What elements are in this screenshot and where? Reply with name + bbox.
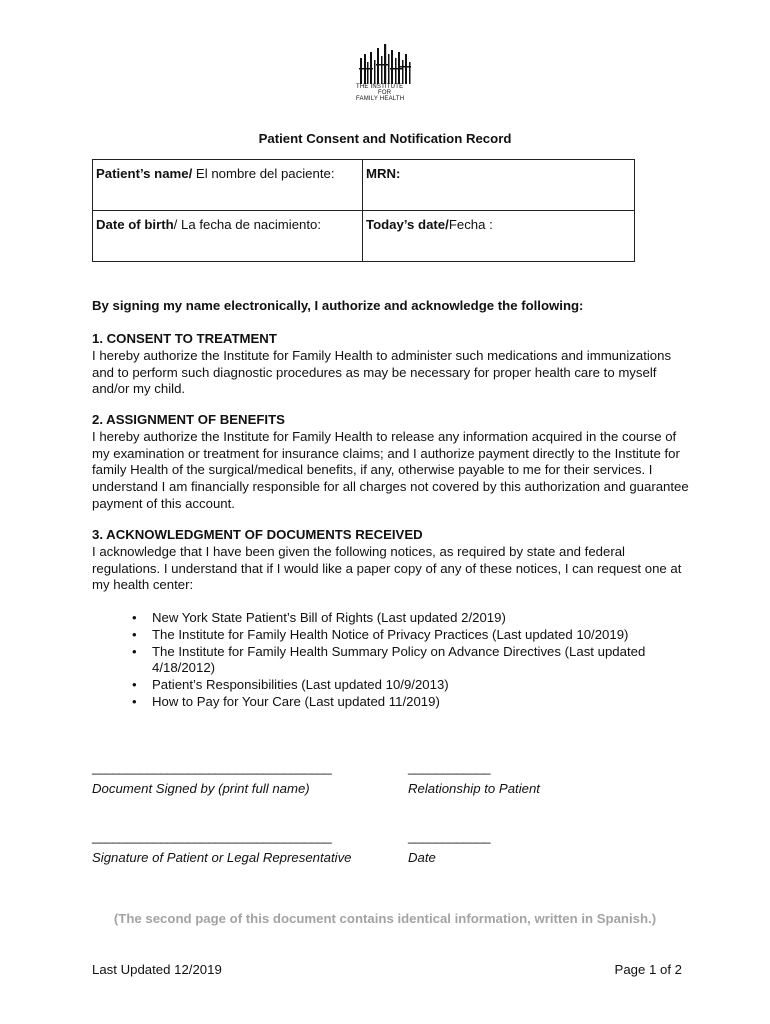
patient-name-label-spanish: El nombre del paciente: (192, 166, 335, 181)
consent-body: I hereby authorize the Institute for Family Health to administer such medications and immunizations and to perform such diagnostic procedures as may be necessary for proper health care to myself and/or my child. (92, 347, 672, 397)
logo-text-line2: FOR (378, 90, 392, 96)
benefits-section (92, 412, 692, 513)
page-number-footer: Page 1 of 2 (614, 962, 682, 977)
todays-date-cell[interactable] (363, 211, 635, 262)
document-title: Patient Consent and Notification Record (258, 131, 512, 146)
mrn-cell[interactable] (363, 160, 635, 211)
mrn-label: MRN: (366, 166, 401, 181)
signature-line[interactable]: ___________________________________ (92, 829, 332, 844)
authorize-statement: By signing my name electronically, I authorize and acknowledge the following: (92, 298, 584, 313)
documents-body: I acknowledge that I have been given the following notices, as required by state and federal regulations. I understand that if I would like a paper copy of any of these notices, I can request one at my health center: (92, 543, 682, 593)
signature-label: Signature of Patient or Legal Representative (92, 850, 352, 865)
dob-label-spanish: / La fecha de nacimiento: (173, 217, 322, 232)
dob-label: Date of birth (96, 217, 174, 232)
list-item: • New York State Patient’s Bill of Rights (Last updated 2/2019) (132, 610, 692, 627)
list-item: • The Institute for Family Health Notice of Privacy Practices (Last updated 10/2019) (132, 627, 692, 644)
logo-text-line1: THE INSTITUTE (356, 84, 404, 90)
todays-date-label-spanish: Fecha : (448, 217, 493, 232)
date-label: Date (408, 850, 436, 865)
logo-text-line3: FAMILY HEALTH (356, 96, 405, 102)
patient-name-cell[interactable] (93, 160, 363, 211)
documents-list (132, 610, 692, 711)
date-line[interactable]: ____________ (408, 829, 491, 844)
benefits-body: I hereby authorize the Institute for Family Health to release any information acquired in the course of my examination or treatment for insurance claims; and I authorize payment directly to the Institute for family Health of the surgical/medical benefits, if any, otherwise payable to me for their services. I understand I am financially responsible for all charges not covered by this authorization and guarantee payment of this account. (92, 428, 689, 511)
documents-section (92, 527, 692, 594)
consent-section (92, 331, 692, 398)
consent-heading: 1. CONSENT TO TREATMENT (92, 331, 277, 346)
document-signed-by-label: Document Signed by (print full name) (92, 781, 310, 796)
spanish-page-note: (The second page of this document contains identical information, written in Spanish.) (113, 911, 657, 926)
institute-logo (356, 44, 414, 102)
relationship-line[interactable]: ____________ (408, 760, 491, 775)
documents-heading: 3. ACKNOWLEDGMENT OF DOCUMENTS RECEIVED (92, 527, 423, 542)
relationship-label: Relationship to Patient (408, 781, 540, 796)
list-item: • The Institute for Family Health Summary Policy on Advance Directives (Last updated 4/18/2012) (132, 644, 692, 678)
skyline-logo-icon (356, 44, 414, 84)
print-name-line[interactable]: ___________________________________ (92, 760, 332, 775)
last-updated-footer: Last Updated 12/2019 (92, 962, 222, 977)
todays-date-label: Today’s date/ (366, 217, 449, 232)
patient-info-table (92, 159, 635, 262)
date-of-birth-cell[interactable] (93, 211, 363, 262)
benefits-heading: 2. ASSIGNMENT OF BENEFITS (92, 412, 285, 427)
list-item: • How to Pay for Your Care (Last updated 11/2019) (132, 694, 692, 711)
patient-name-label: Patient’s name/ (96, 166, 193, 181)
list-item: • Patient’s Responsibilities (Last updated 10/9/2013) (132, 677, 692, 694)
